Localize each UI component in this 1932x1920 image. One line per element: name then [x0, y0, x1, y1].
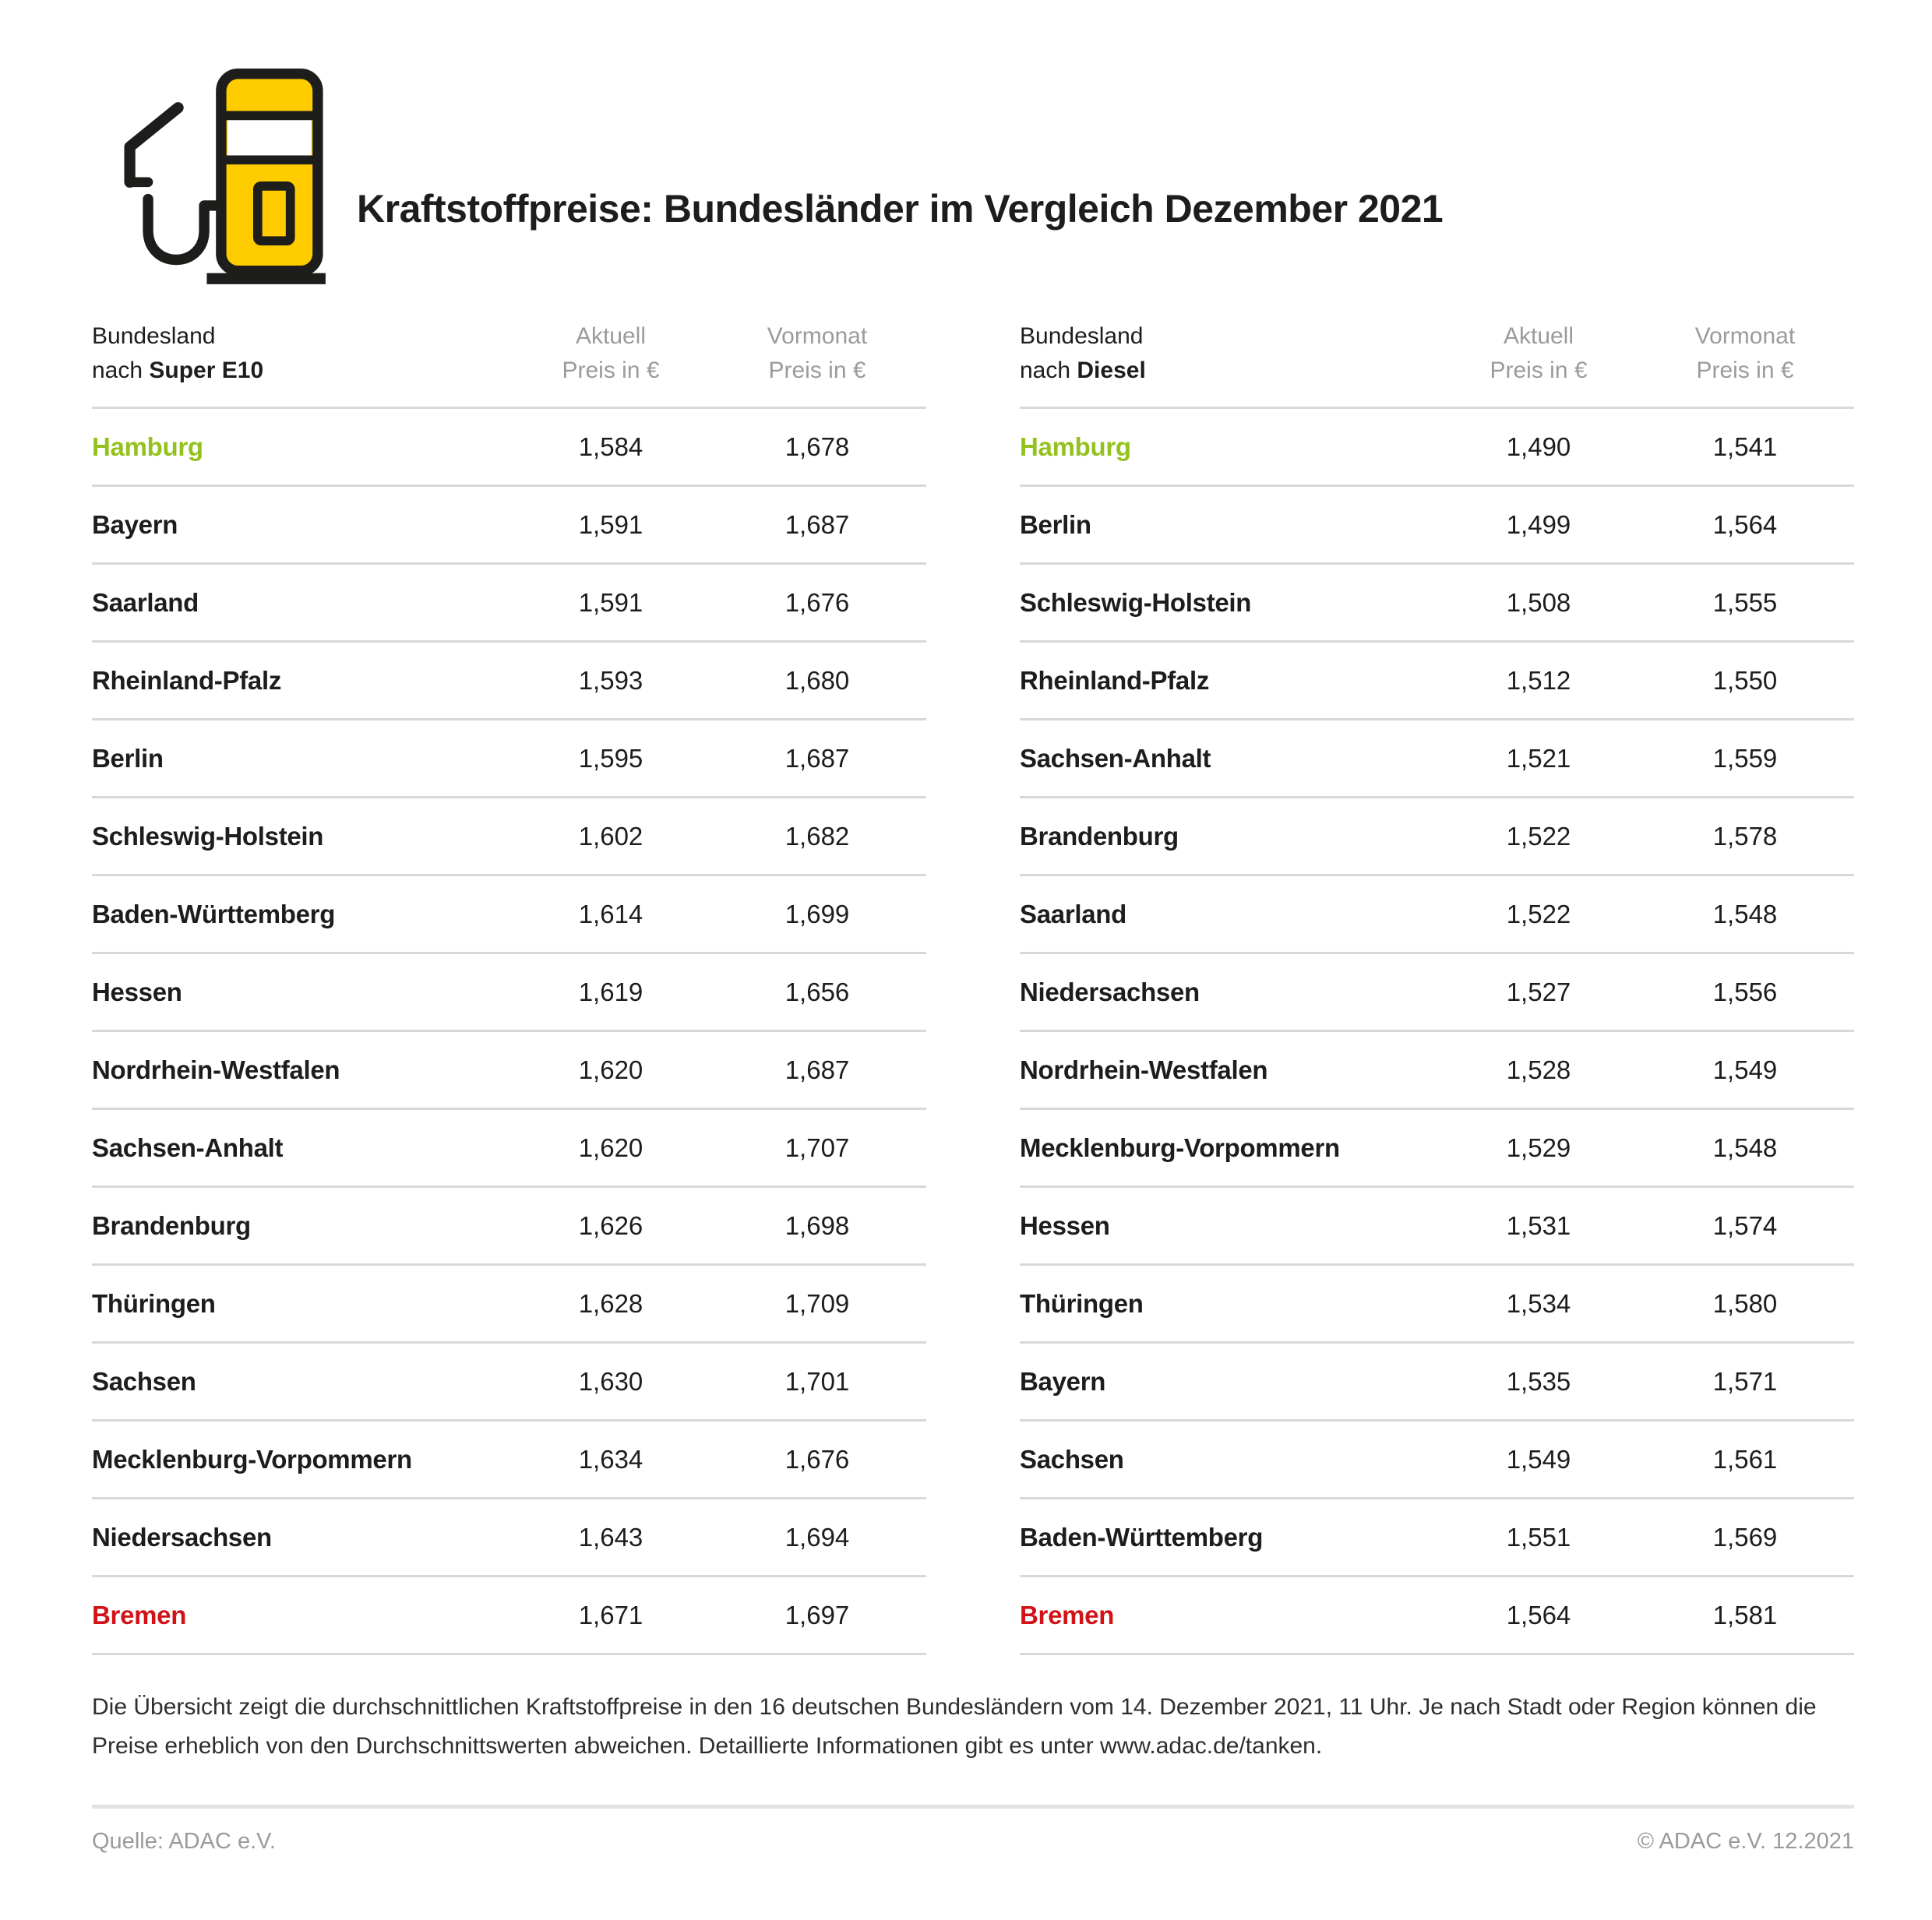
aktuell-cell: 1,671: [578, 1600, 643, 1629]
aktuell-cell: 1,614: [578, 899, 643, 928]
aktuell-cell: 1,490: [1506, 432, 1571, 461]
state-cell: Sachsen-Anhalt: [1020, 743, 1211, 773]
state-cell: Thüringen: [92, 1288, 216, 1318]
page-title: Kraftstoffpreise: Bundesländer im Vergleich Dezember 2021: [357, 186, 1444, 231]
state-cell: Brandenburg: [1020, 821, 1179, 851]
table-row: [92, 1422, 926, 1499]
state-cell: Nordrhein-Westfalen: [92, 1055, 340, 1084]
aktuell-cell: 1,591: [578, 587, 643, 617]
table-row: [1020, 1188, 1854, 1266]
column-header-vormonat: Vormonat Preis in €: [1694, 323, 1796, 383]
state-cell: Sachsen: [92, 1366, 196, 1396]
aktuell-cell: 1,595: [578, 743, 643, 773]
table-row: [1020, 1032, 1854, 1110]
aktuell-cell: 1,521: [1506, 743, 1571, 773]
table-row: [1020, 720, 1854, 798]
vormonat-cell: 1,699: [784, 899, 850, 928]
vormonat-cell: 1,701: [784, 1366, 850, 1396]
table-row: [1020, 487, 1854, 565]
state-cell: Rheinland-Pfalz: [92, 665, 282, 695]
column-header-aktuell: Aktuell Preis in €: [1490, 323, 1588, 383]
vormonat-cell: 1,548: [1712, 1133, 1778, 1162]
state-cell: Sachsen-Anhalt: [92, 1133, 284, 1162]
aktuell-cell: 1,527: [1506, 977, 1571, 1006]
vormonat-cell: 1,571: [1712, 1366, 1778, 1396]
header-line-bundesland: Bundesland: [92, 323, 216, 349]
vormonat-cell: 1,678: [784, 432, 850, 461]
aktuell-cell: 1,591: [578, 509, 643, 539]
state-cell: Nordrhein-Westfalen: [1020, 1055, 1268, 1084]
table-row: [92, 1577, 926, 1655]
table-row: [92, 565, 926, 643]
table-rows: [1020, 409, 1854, 1655]
vormonat-cell: 1,656: [784, 977, 850, 1006]
state-cell: Mecklenburg-Vorpommern: [92, 1444, 412, 1474]
state-cell: Sachsen: [1020, 1444, 1124, 1474]
state-cell: Bayern: [92, 509, 178, 539]
aktuell-cell: 1,620: [578, 1055, 643, 1084]
state-cell: Hamburg: [92, 432, 203, 461]
table-row: [1020, 1422, 1854, 1499]
table-row: [1020, 1266, 1854, 1344]
vormonat-cell: 1,687: [784, 1055, 850, 1084]
vormonat-cell: 1,549: [1712, 1055, 1778, 1084]
state-cell: Bremen: [92, 1600, 187, 1629]
aktuell-cell: 1,549: [1506, 1444, 1571, 1474]
table-row: [1020, 798, 1854, 876]
table-row: [92, 1188, 926, 1266]
table-row: [92, 1499, 926, 1577]
table-row: [92, 876, 926, 954]
state-cell: Hamburg: [1020, 432, 1131, 461]
vormonat-cell: 1,682: [784, 821, 850, 851]
state-cell: Baden-Württemberg: [92, 899, 336, 928]
footnote-line-1: Die Übersicht zeigt die durchschnittlichen Kraftstoffpreise in den 16 deutschen Bundesländern vom 14. Dezember 2021, 11 Uhr. Je nach Stadt oder Region können die: [92, 1694, 1817, 1720]
vormonat-cell: 1,556: [1712, 977, 1778, 1006]
aktuell-cell: 1,528: [1506, 1055, 1571, 1084]
table-row: [1020, 409, 1854, 487]
vormonat-cell: 1,698: [784, 1210, 850, 1240]
vormonat-cell: 1,680: [784, 665, 850, 695]
aktuell-cell: 1,522: [1506, 821, 1571, 851]
state-cell: Schleswig-Holstein: [1020, 587, 1252, 617]
table-row: [1020, 565, 1854, 643]
vormonat-cell: 1,694: [784, 1522, 850, 1552]
table-row: [92, 409, 926, 487]
source-left: Quelle: ADAC e.V.: [92, 1829, 276, 1854]
vormonat-cell: 1,687: [784, 743, 850, 773]
aktuell-cell: 1,634: [578, 1444, 643, 1474]
state-cell: Hessen: [92, 977, 182, 1006]
aktuell-cell: 1,620: [578, 1133, 643, 1162]
vormonat-cell: 1,555: [1712, 587, 1778, 617]
state-cell: Bremen: [1020, 1600, 1115, 1629]
state-cell: Thüringen: [1020, 1288, 1144, 1318]
state-cell: Bayern: [1020, 1366, 1106, 1396]
table-row: [1020, 954, 1854, 1032]
aktuell-cell: 1,531: [1506, 1210, 1571, 1240]
state-cell: Schleswig-Holstein: [92, 821, 324, 851]
aktuell-cell: 1,529: [1506, 1133, 1571, 1162]
vormonat-cell: 1,561: [1712, 1444, 1778, 1474]
state-cell: Berlin: [92, 743, 164, 773]
source-right: © ADAC e.V. 12.2021: [1637, 1829, 1854, 1854]
aktuell-cell: 1,522: [1506, 899, 1571, 928]
table-row: [92, 1344, 926, 1422]
table-row: [1020, 876, 1854, 954]
header-fuel-name: Diesel: [1077, 358, 1146, 383]
table-header: [1020, 319, 1854, 409]
aktuell-cell: 1,602: [578, 821, 643, 851]
aktuell-cell: 1,630: [578, 1366, 643, 1396]
column-header-vormonat: Vormonat Preis in €: [767, 323, 868, 383]
table-row: [92, 720, 926, 798]
vormonat-cell: 1,550: [1712, 665, 1778, 695]
header-prefix: nach: [1020, 358, 1077, 383]
table-row: [1020, 643, 1854, 720]
table-row: [1020, 1110, 1854, 1188]
state-cell: Niedersachsen: [92, 1522, 272, 1552]
table-row: [92, 798, 926, 876]
column-header-bundesland: [1020, 319, 1441, 388]
table-row: [92, 954, 926, 1032]
aktuell-cell: 1,535: [1506, 1366, 1571, 1396]
aktuell-cell: 1,508: [1506, 587, 1571, 617]
footnote-line-2: Preise erheblich von den Durchschnittswerten abweichen. Detaillierte Informationen gibt es unter www.adac.de/tanken.: [92, 1733, 1323, 1759]
aktuell-cell: 1,619: [578, 977, 643, 1006]
state-cell: Baden-Württemberg: [1020, 1522, 1264, 1552]
header-fuel-name: Super E10: [149, 358, 264, 383]
vormonat-cell: 1,581: [1712, 1600, 1778, 1629]
table-row: [92, 1110, 926, 1188]
table-row: [92, 487, 926, 565]
vormonat-cell: 1,687: [784, 509, 850, 539]
fuel-pump-icon: [92, 62, 333, 288]
aktuell-cell: 1,551: [1506, 1522, 1571, 1552]
table-diesel: [1020, 319, 1854, 1655]
vormonat-cell: 1,697: [784, 1600, 850, 1629]
state-cell: Mecklenburg-Vorpommern: [1020, 1133, 1340, 1162]
vormonat-cell: 1,676: [784, 1444, 850, 1474]
state-cell: Rheinland-Pfalz: [1020, 665, 1210, 695]
aktuell-cell: 1,626: [578, 1210, 643, 1240]
state-cell: Brandenburg: [92, 1210, 251, 1240]
vormonat-cell: 1,676: [784, 587, 850, 617]
state-cell: Niedersachsen: [1020, 977, 1200, 1006]
header-prefix: nach: [92, 358, 150, 383]
aktuell-cell: 1,643: [578, 1522, 643, 1552]
vormonat-cell: 1,707: [784, 1133, 850, 1162]
aktuell-cell: 1,593: [578, 665, 643, 695]
state-cell: Saarland: [1020, 899, 1126, 928]
column-header-bundesland: [92, 319, 513, 388]
aktuell-cell: 1,534: [1506, 1288, 1571, 1318]
aktuell-cell: 1,564: [1506, 1600, 1571, 1629]
header-line-fuel-type: [92, 354, 513, 388]
source-row: [92, 1809, 1854, 1886]
vormonat-cell: 1,541: [1712, 432, 1778, 461]
footnote: [92, 1688, 1854, 1766]
table-row: [92, 643, 926, 720]
aktuell-cell: 1,499: [1506, 509, 1571, 539]
table-header: [92, 319, 926, 409]
table-row: [92, 1032, 926, 1110]
vormonat-cell: 1,574: [1712, 1210, 1778, 1240]
vormonat-cell: 1,578: [1712, 821, 1778, 851]
table-row: [92, 1266, 926, 1344]
table-super-e10: [92, 319, 926, 1655]
price-tables: [92, 319, 1854, 1655]
table-row: [1020, 1344, 1854, 1422]
vormonat-cell: 1,559: [1712, 743, 1778, 773]
vormonat-cell: 1,564: [1712, 509, 1778, 539]
column-header-aktuell: Aktuell Preis in €: [562, 323, 660, 383]
aktuell-cell: 1,512: [1506, 665, 1571, 695]
table-row: [1020, 1499, 1854, 1577]
aktuell-cell: 1,584: [578, 432, 643, 461]
state-cell: Berlin: [1020, 509, 1091, 539]
vormonat-cell: 1,548: [1712, 899, 1778, 928]
aktuell-cell: 1,628: [578, 1288, 643, 1318]
page-header: [92, 62, 1854, 288]
vormonat-cell: 1,709: [784, 1288, 850, 1318]
vormonat-cell: 1,580: [1712, 1288, 1778, 1318]
table-rows: [92, 409, 926, 1655]
table-row: [1020, 1577, 1854, 1655]
header-line-fuel-type: [1020, 354, 1441, 388]
state-cell: Saarland: [92, 587, 199, 617]
state-cell: Hessen: [1020, 1210, 1110, 1240]
vormonat-cell: 1,569: [1712, 1522, 1778, 1552]
header-line-bundesland: Bundesland: [1020, 323, 1144, 349]
